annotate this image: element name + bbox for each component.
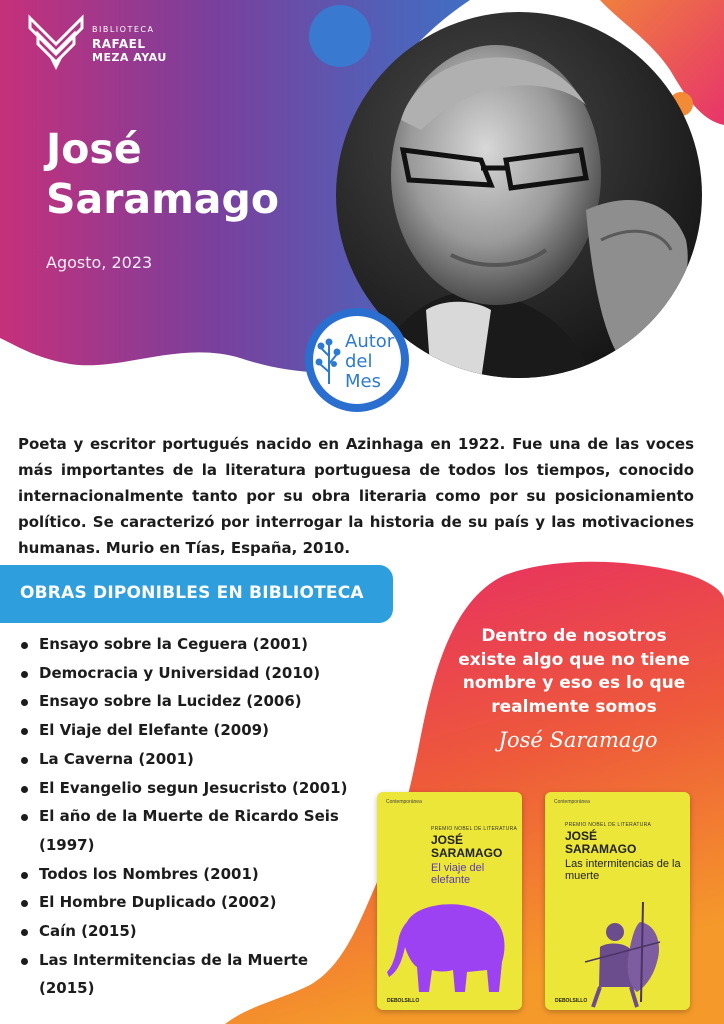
library-logo-icon [28, 14, 84, 72]
library-logo [28, 14, 173, 72]
book-imprint: DEBOLSILLO [387, 998, 420, 1004]
book-title: Las intermitencias de la muerte [565, 858, 681, 882]
book-publisher: Contemporánea [554, 799, 590, 805]
page-title [46, 124, 346, 224]
book-award: PREMIO NOBEL DE LITERATURA [565, 822, 652, 828]
book-author [431, 834, 502, 860]
list-item: Caín (2015) [18, 917, 358, 946]
logo-text-biblioteca: BIBLIOTECA [92, 25, 155, 34]
list-item: La Caverna (2001) [18, 745, 358, 774]
works-heading: OBRAS DIPONIBLES EN BIBLIOTECA [20, 583, 364, 603]
book-author-first: JOSÉ [565, 829, 598, 843]
list-item: Ensayo sobre la Lucidez (2006) [18, 687, 358, 716]
book-author-last: SARAMAGO [565, 842, 637, 856]
badge-text-mes: Mes [345, 371, 381, 392]
book-award: PREMIO NOBEL DE LITERATURA [431, 826, 518, 832]
cellist-icon [545, 892, 690, 1010]
elephant-icon [377, 892, 522, 1010]
author-bio: Poeta y escritor portugués nacido en Azinhaga en 1922. Fue una de las voces más importantes de la literatura portuguesa de todos los tiempos, conocido internacionalmente tanto por su obra literaria como por su posicionamiento político. Se caracterizó por interrogar la historia de su país y las motivaciones humanas. Murio en Tías, España, 2010. [18, 435, 694, 557]
logo-text-meza-ayau: MEZA AYAU [92, 51, 167, 64]
book-author-last: SARAMAGO [431, 846, 503, 860]
issue-date: Agosto, 2023 [46, 253, 153, 272]
logo-text-rafael: RAFAEL [92, 37, 146, 51]
list-item: Todos los Nombres (2001) [18, 860, 358, 889]
list-item: El Evangelio segun Jesucristo (2001) [18, 774, 358, 803]
list-item: Las Intermitencias de la Muerte (2015) [18, 946, 358, 1003]
list-item: Ensayo sobre la Ceguera (2001) [18, 630, 358, 659]
book-cover-intermitencias-muerte [545, 792, 690, 1010]
quote-author: José Saramago [498, 728, 658, 752]
title-first-name: José [46, 125, 142, 173]
title-last-name: Saramago [46, 175, 279, 223]
quote-text: Dentro de nosotros existe algo que no tiene nombre y eso es lo que realmente somos [458, 626, 690, 717]
book-author [565, 830, 636, 856]
book-cover-viaje-elefante [377, 792, 522, 1010]
badge-text-del: del [345, 351, 373, 372]
badge-text-autor: Autor [345, 331, 395, 352]
book-imprint: DEBOLSILLO [555, 998, 588, 1004]
book-publisher: Contemporánea [386, 799, 422, 805]
book-title: El viaje del elefante [431, 862, 485, 886]
list-item: Democracia y Universidad (2010) [18, 659, 358, 688]
book-author-first: JOSÉ [431, 833, 464, 847]
list-item: El año de la Muerte de Ricardo Seis (1997) [18, 802, 358, 859]
author-of-month-badge [303, 306, 411, 414]
list-item: El Hombre Duplicado (2002) [18, 888, 358, 917]
list-item: El Viaje del Elefante (2009) [18, 716, 358, 745]
works-list [18, 630, 358, 1003]
